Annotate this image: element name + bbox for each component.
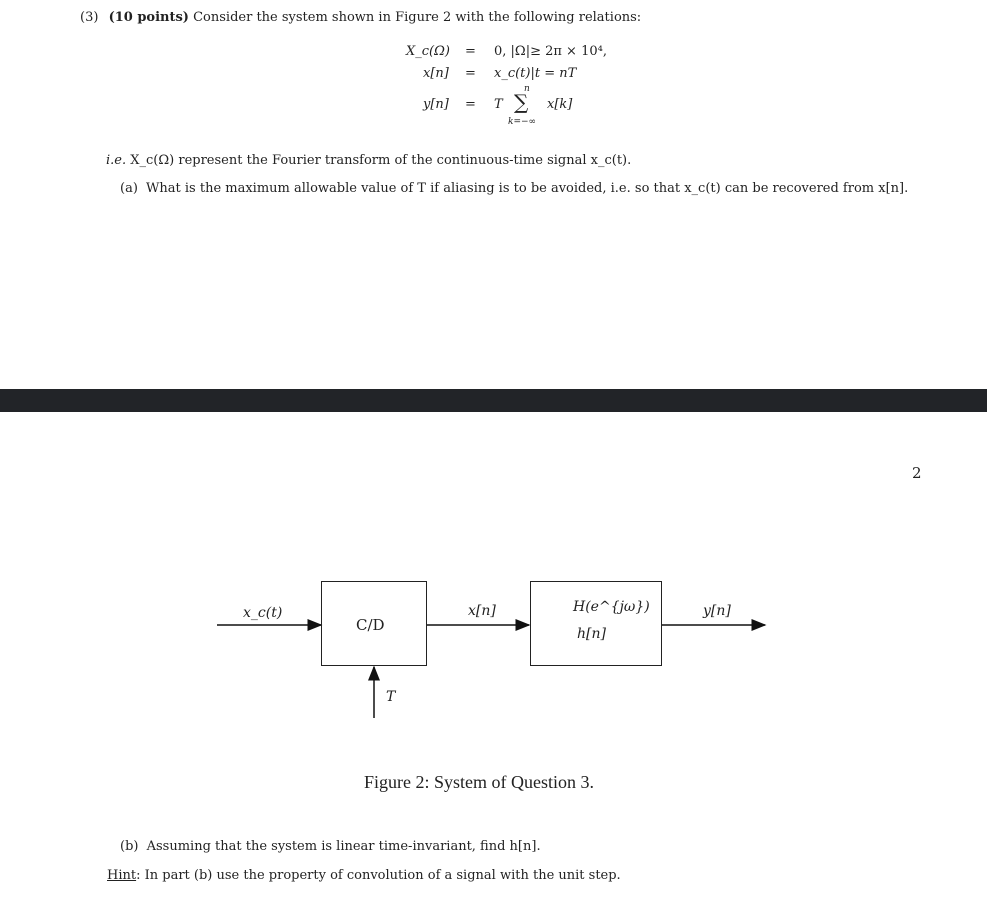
figure-caption: Figure 2: System of Question 3. [364, 772, 594, 792]
hint-line [107, 868, 621, 883]
eq2-equals: = [465, 66, 476, 81]
question-number: (3) [80, 10, 99, 25]
note-prefix: i.e. [106, 153, 127, 168]
part-b-label: (b) [120, 839, 139, 854]
eq1-rhs: 0, |Ω|≥ 2π × 10⁴, [494, 44, 607, 59]
note-line [106, 153, 631, 168]
summation-symbol: ∑ [514, 90, 529, 114]
sampling-period-label: T [386, 689, 396, 705]
page-separator [0, 389, 987, 412]
eq2-rhs: x_c(t)|t = nT [494, 66, 577, 81]
question-intro: Consider the system shown in Figure 2 with the following relations: [193, 10, 642, 25]
eq3-rhs-suffix: x[k] [547, 97, 573, 112]
sum-lower-limit: k=−∞ [508, 117, 537, 127]
eq1-equals: = [465, 44, 476, 59]
mid-signal-label: x[n] [468, 603, 496, 619]
hint-text: : In part (b) use the property of convolution of a signal with the unit step. [136, 868, 621, 883]
eq2-lhs: x[n] [423, 66, 449, 81]
note-text: X_c(Ω) represent the Fourier transform of the continuous-time signal x_c(t). [130, 153, 632, 168]
part-b [120, 839, 541, 854]
sum-upper-limit: n [524, 84, 530, 94]
eq3-lhs: y[n] [423, 97, 449, 112]
block-diagram [0, 560, 987, 740]
hint-label: Hint [107, 868, 137, 883]
impulse-response-label: h[n] [577, 626, 606, 642]
input-signal-label: x_c(t) [243, 605, 283, 621]
eq3-rhs-prefix: T [494, 97, 503, 112]
output-signal-label: y[n] [703, 603, 731, 619]
eq1-lhs: X_c(Ω) [406, 44, 450, 59]
part-a-text: What is the maximum allowable value of T if aliasing is to be avoided, i.e. so that x_c(t) can be recovered from x[n]. [146, 181, 909, 196]
cd-block-label: C/D [356, 616, 385, 634]
eq3-equals: = [465, 97, 476, 112]
question-points: (10 points) [108, 10, 189, 25]
part-b-text: Assuming that the system is linear time-invariant, find h[n]. [146, 839, 541, 854]
part-a-label: (a) [120, 181, 138, 196]
part-a [120, 181, 908, 196]
filter-block [530, 581, 662, 666]
frequency-response-label: H(e^{jω}) [573, 599, 650, 615]
question-header [80, 10, 641, 25]
page-number: 2 [912, 464, 922, 482]
